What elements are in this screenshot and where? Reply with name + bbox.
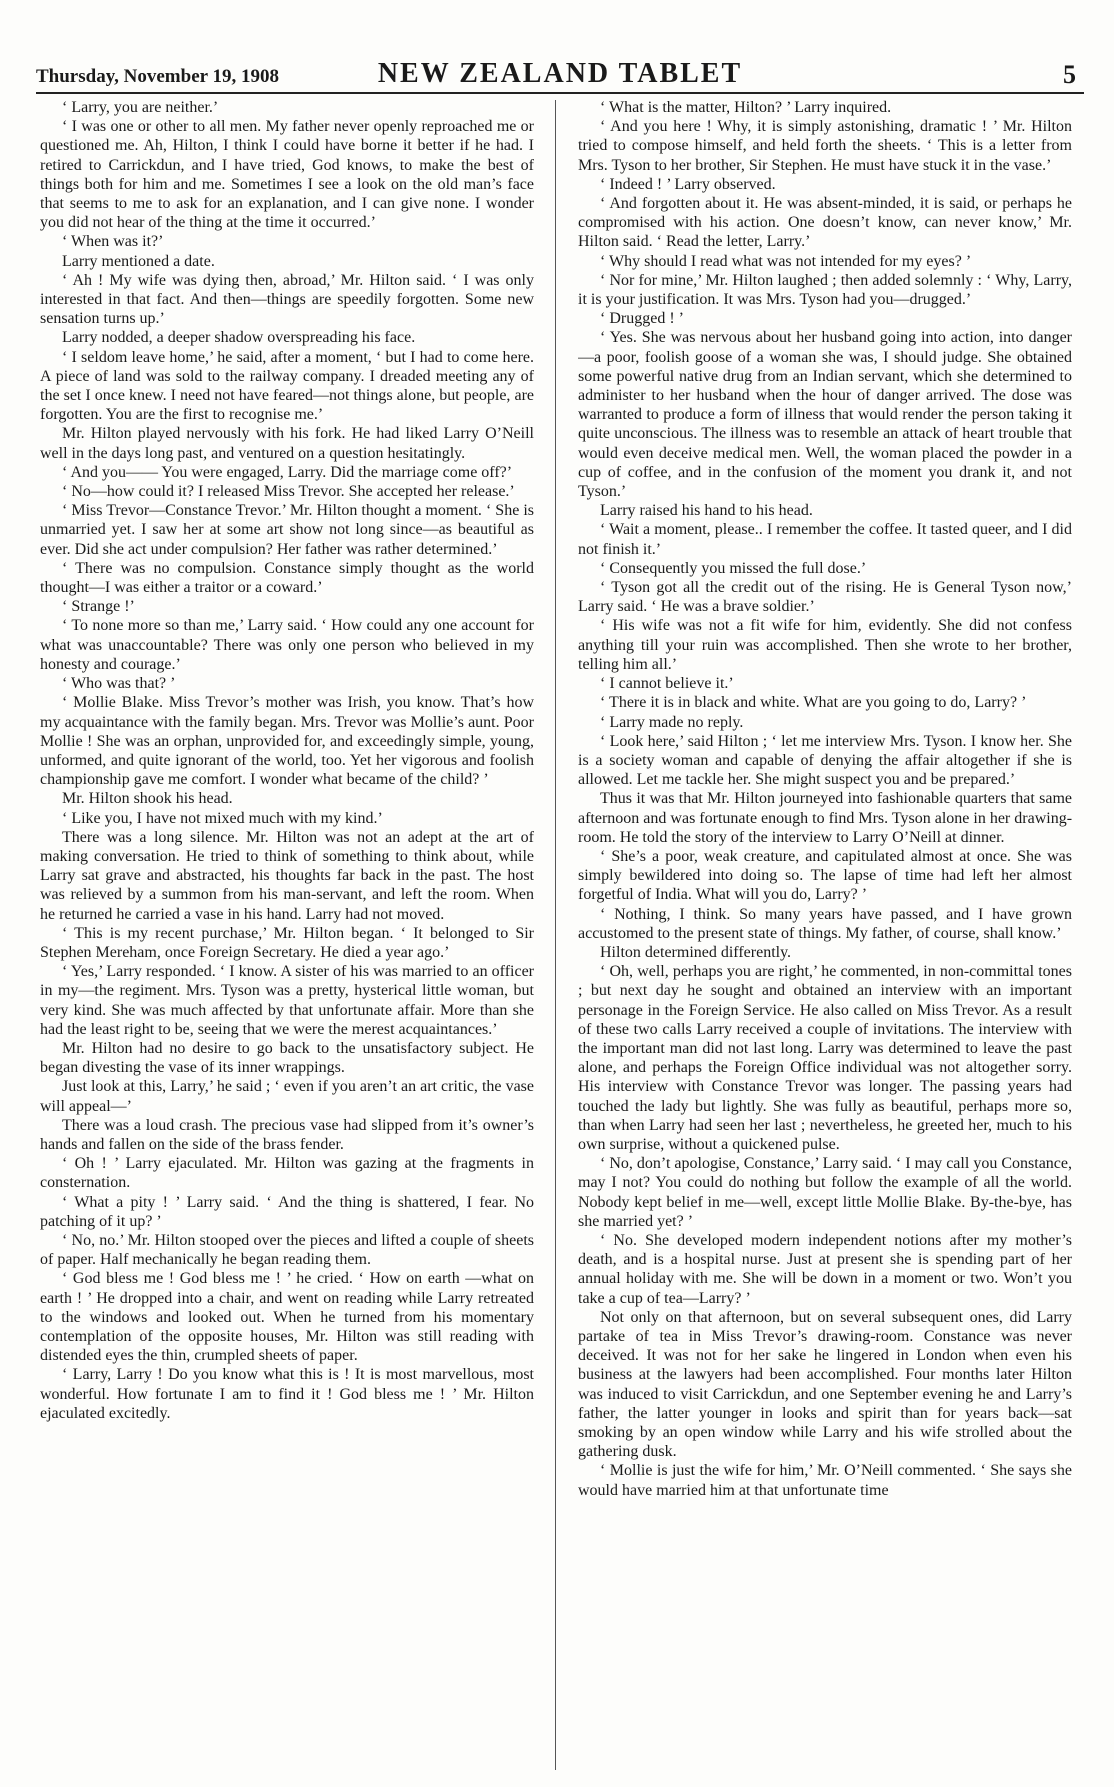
paragraph: ‘ Mollie is just the wife for him,’ Mr. O’Neill commented. ‘ She says she would have married him at that unfortunate time xyxy=(578,1462,1072,1499)
paragraph: ‘ Why should I read what was not intended for my eyes? ’ xyxy=(600,252,972,270)
paragraph: ‘ What is the matter, Hilton? ’ Larry inquired. xyxy=(600,99,892,116)
paragraph: ‘ When was it?’ xyxy=(62,233,164,251)
paragraph: ‘ No. She developed modern independent notions after my mother’s death, and is a hospital nurse. Just at present she is spending part of her annual holiday with me. She will be down in a moment or two. Won’t you take a cup of tea—Larry? ’ xyxy=(578,1231,1072,1307)
paragraph: ‘ Nor for mine,’ Mr. Hilton laughed ; then added solemnly : ‘ Why, Larry, it is your justification. It was Mrs. Tyson had you—drugged.’ xyxy=(578,271,1072,309)
paragraph: There was a long silence. Mr. Hilton was not an adept at the art of making conversation. He tried to think of something to think about, while Larry sat grave and abstracted, his thoughts far back in the past. The host was relieved by a summon from his man-servant, and left the room. When he returned he carried a vase in his hand. Larry had not moved. xyxy=(40,828,534,923)
page-number: 5 xyxy=(1063,60,1076,89)
paragraph: ‘ I was one or other to all men. My father never openly reproached me or questioned me. Ah, Hilton, I think I could have borne it better if he had. I retired to Carrickdun, and I have tried, God knows, to make the best of things both for him and me. Sometimes I see a look on the old man’s face that seems to me to ask for an explanation, and I can give none. I wonder you did not hear of the thing at the time it occurred.’ xyxy=(40,118,534,232)
paragraph: ‘ Who was that? ’ xyxy=(62,675,176,693)
paragraph: Larry nodded, a deeper shadow overspreading his face. xyxy=(62,329,416,347)
paragraph: Mr. Hilton played nervously with his fork. He had liked Larry O’Neill well in the days long past, and ventured on a question hesitatingly. xyxy=(40,425,534,462)
right-column xyxy=(578,98,1072,1773)
paragraph: Mr. Hilton had no desire to go back to the unsatisfactory subject. He began divesting the vase of its inner wrappings. xyxy=(40,1039,534,1077)
paragraph: ‘ There was no compulsion. Constance simply thought as the world thought—I was either a traitor or a coward.’ xyxy=(40,559,534,597)
paragraph: ‘ I cannot believe it.’ xyxy=(600,675,734,693)
left-column xyxy=(40,98,534,1773)
paragraph: Mr. Hilton shook his head. xyxy=(62,790,233,808)
paragraph: ‘ What a pity ! ’ Larry said. ‘ And the thing is shattered, I fear. No patching of it up? ’ xyxy=(40,1193,534,1230)
paragraph: ‘ Consequently you missed the full dose.’ xyxy=(600,559,867,577)
paragraph: ‘ Larry made no reply. xyxy=(600,713,744,731)
paragraph: ‘ No—how could it? I released Miss Trevor. She accepted her release.’ xyxy=(62,483,515,501)
paragraph: ‘ Wait a moment, please.. I remember the coffee. It tasted queer, and I did not finish it.’ xyxy=(578,521,1072,558)
paragraph: Thus it was that Mr. Hilton journeyed into fashionable quarters that same afternoon and was fortunate enough to find Mrs. Tyson alone in her drawing-room. He told the story of the interview to Larry O’Neill at dinner. xyxy=(578,790,1072,846)
paragraph: ‘ Strange !’ xyxy=(62,598,135,616)
paragraph: ‘ To none more so than me,’ Larry said. ‘ How could any one account for what was unaccountable? There was only one person who believed in my honesty and courage.’ xyxy=(40,617,534,673)
paragraph: Hilton determined differently. xyxy=(600,943,792,961)
paragraph: ‘ Ah ! My wife was dying then, abroad,’ Mr. Hilton said. ‘ I was only interested in that fact. And then—things are speedily forgotten. Some new sensation turns up.’ xyxy=(40,271,534,328)
paragraph: ‘ She’s a poor, weak creature, and capitulated almost at once. She was simply bewildered into doing so. The lapse of time had left her almost forgetful of India. What will you do, Larry? ’ xyxy=(578,847,1072,904)
paragraph: ‘ No, don’t apologise, Constance,’ Larry said. ‘ I may call you Constance, may I not? You could do nothing but follow the example of all the world. Nobody kept belief in me—well, except little Mollie Blake. By-the-bye, has she married yet? ’ xyxy=(578,1155,1072,1230)
paragraph: ‘ Like you, I have not mixed much with my kind.’ xyxy=(62,809,383,827)
paragraph: ‘ Oh ! ’ Larry ejaculated. Mr. Hilton was gazing at the fragments in consternation. xyxy=(40,1155,534,1192)
paragraph: ‘ Yes. She was nervous about her husband going into action, into danger—a poor, foolish goose of a woman she was, I should judge. She obtained some powerful native drug from an Indian servant, which she determined to administer to her husband when the hour of danger arrived. The dose was warranted to produce a form of illness that would render the person taking it quite unconscious. The illness was to resemble an attack of heart trouble that would even deceive medical men. Well, the woman placed the powder in a cup of coffee, and in the confusion of the moment you drank it, and not Tyson.’ xyxy=(578,329,1072,501)
paragraph: ‘ God bless me ! God bless me ! ’ he cried. ‘ How on earth —what on earth ! ’ He dropped into a chair, and went on reading while Larry retreated to the windows and looked out. When he turned from his momentary contemplation of the opposite houses, Mr. Hilton was still reading with distended eyes the thin, crumpled sheets of paper. xyxy=(40,1270,534,1365)
paragraph: ‘ His wife was not a fit wife for him, evidently. She did not confess anything till your ruin was accomplished. Then she wrote to her brother, telling him all.’ xyxy=(578,617,1072,673)
paragraph: ‘ Yes,’ Larry responded. ‘ I know. A sister of his was married to an officer in my—the regiment. Mrs. Tyson was a pretty, hysterical little woman, but very kind. She was much affected by that unfortunate affair. More than she had the least right to be, seeing that we were the merest acquaintances.’ xyxy=(40,963,534,1038)
paragraph: Just look at this, Larry,’ he said ; ‘ even if you aren’t an art critic, the vase will appeal—’ xyxy=(40,1078,534,1115)
paragraph: Larry raised his hand to his head. xyxy=(600,502,813,520)
column-divider xyxy=(555,100,556,1770)
paragraph: ‘ Oh, well, perhaps you are right,’ he commented, in non-committal tones ; but next day he sought and obtained an interview with an important personage in the Foreign Service. He also called on Miss Trevor. As a result of these two calls Larry received a couple of invitations. The interview with the important man did not last long. Larry was determined to leave the past alone, and perhaps the Foreign Office individual was not altogether sorry. His interview with Constance Trevor was longer. The passing years had touched the lady but lightly. She was fully as beautiful, perhaps more so, than when Larry had seen her last ; nevertheless, he greeted her, much to his own surprise, without a quickened pulse. xyxy=(578,963,1072,1153)
paragraph: ‘ And you—— You were engaged, Larry. Did the marriage come off?’ xyxy=(62,463,513,481)
masthead-title: NEW ZEALAND TABLET xyxy=(377,58,743,89)
paragraph: ‘ This is my recent purchase,’ Mr. Hilton began. ‘ It belonged to Sir Stephen Mereham, once Foreign Secretary. He died a year ago.’ xyxy=(40,924,534,961)
paragraph: ‘ Look here,’ said Hilton ; ‘ let me interview Mrs. Tyson. I know her. She is a society woman and capable of denying the affair altogether if she is allowed. Let me tackle her. She might suspect you and be prepared.’ xyxy=(578,732,1072,789)
page-header xyxy=(36,52,1084,94)
paragraph: ‘ I seldom leave home,’ he said, after a moment, ‘ but I had to come here. A piece of land was sold to the railway company. I dreaded meeting any of the set I once knew. I need not have feared—not things alone, but people, are forgotten. You are the first to recognise me.’ xyxy=(40,348,534,424)
paragraph: ‘ And you here ! Why, it is simply astonishing, dramatic ! ’ Mr. Hilton tried to compose himself, and held forth the sheets. ‘ This is a letter from Mrs. Tyson to her brother, Sir Stephen. He must have stuck it in the vase.’ xyxy=(578,118,1072,174)
paragraph: ‘ No, no.’ Mr. Hilton stooped over the pieces and lifted a couple of sheets of paper. Half mechanically he began reading them. xyxy=(40,1231,534,1269)
paragraph: ‘ Mollie Blake. Miss Trevor’s mother was Irish, you know. That’s how my acquaintance with the family began. Mrs. Trevor was Mollie’s aunt. Poor Mollie ! She was an orphan, unprovided for, and exceedingly simple, young, unformed, and quite ignorant of the world, too. Yet her vigorous and foolish championship gave me comfort. I wonder what became of the child? ’ xyxy=(40,694,534,789)
header-date: Thursday, November 19, 1908 xyxy=(36,66,279,87)
paragraph: Not only on that afternoon, but on several subsequent ones, did Larry partake of tea in Miss Trevor’s drawing-room. Constance was never deceived. It was not for her sake he lingered in London when even his business at the lawyers had been accomplished. Four months later Hilton was induced to visit Carrickdun, and one September evening he and Larry’s father, the latter younger in looks and spirit than for years back—sat smoking by an open window while Larry and his wife strolled about the gathering dusk. xyxy=(578,1308,1072,1461)
paragraph: ‘ Larry, you are neither.’ xyxy=(62,99,219,116)
paragraph: ‘ Tyson got all the credit out of the rising. He is General Tyson now,’ Larry said. ‘ He was a brave soldier.’ xyxy=(578,579,1072,616)
paragraph: ‘ Miss Trevor—Constance Trevor.’ Mr. Hilton thought a moment. ‘ She is unmarried yet. I saw her at some art show not long since—as beautiful as ever. Did she act under compulsion? Her father was rather determined.’ xyxy=(40,502,534,558)
paragraph: Larry mentioned a date. xyxy=(62,252,215,270)
paragraph: ‘ Indeed ! ’ Larry observed. xyxy=(600,175,776,193)
paragraph: ‘ And forgotten about it. He was absent-minded, it is said, or perhaps he compromised with his action. One doesn’t know, can never know,’ Mr. Hilton said. ‘ Read the letter, Larry.’ xyxy=(578,195,1072,251)
paragraph: ‘ Nothing, I think. So many years have passed, and I have grown accustomed to the present state of things. My father, of course, shall know.’ xyxy=(578,905,1072,942)
paragraph: There was a loud crash. The precious vase had slipped from it’s owner’s hands and fallen on the side of the brass fender. xyxy=(40,1116,534,1153)
paragraph: ‘ Drugged ! ’ xyxy=(600,310,684,328)
paragraph: ‘ There it is in black and white. What are you going to do, Larry? ’ xyxy=(600,694,1027,712)
paragraph: ‘ Larry, Larry ! Do you know what this is ! It is most marvellous, most wonderful. How fortunate I am to find it ! God bless me ! ’ Mr. Hilton ejaculated excitedly. xyxy=(40,1366,534,1422)
